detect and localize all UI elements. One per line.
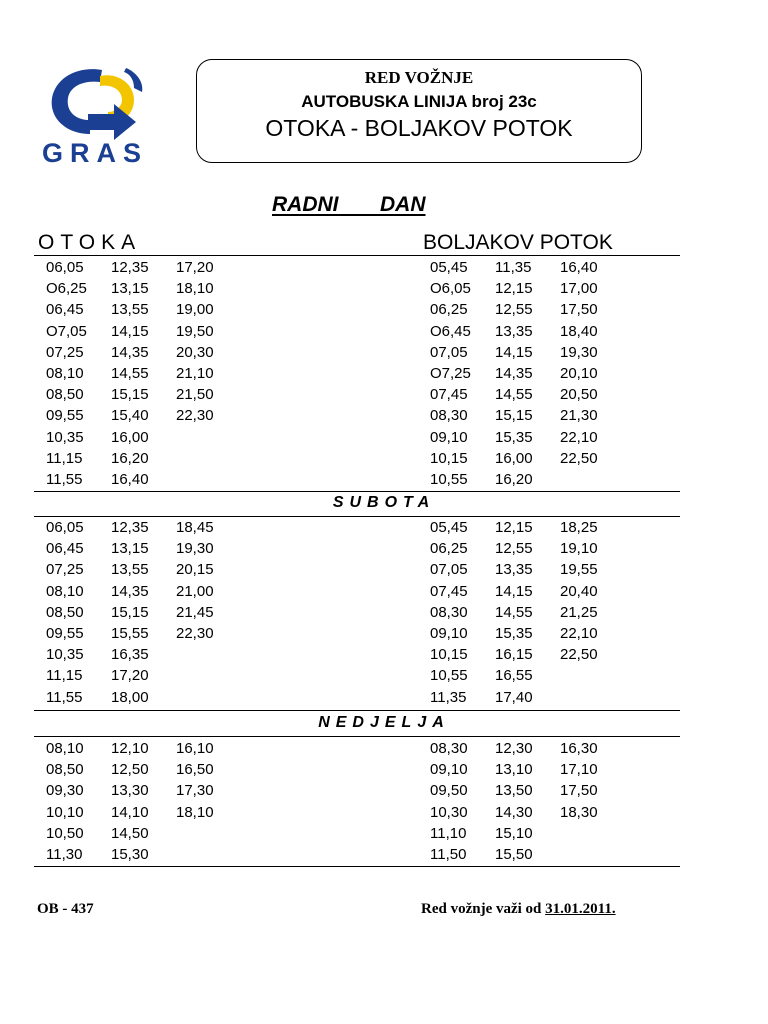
time-row bbox=[46, 278, 241, 299]
departure-time: O6,05 bbox=[430, 280, 471, 298]
departure-time: 16,20 bbox=[495, 470, 533, 488]
departure-time: 18,25 bbox=[560, 519, 598, 536]
departure-time: 13,15 bbox=[111, 280, 149, 298]
departure-time: 15,10 bbox=[495, 824, 533, 842]
departure-time: 19,10 bbox=[560, 540, 598, 558]
departure-time: 15,35 bbox=[495, 428, 533, 446]
departure-time: 16,10 bbox=[176, 740, 214, 757]
departure-time: 06,25 bbox=[430, 540, 468, 558]
departure-time: 07,05 bbox=[430, 343, 468, 361]
departure-time: 19,00 bbox=[176, 301, 214, 319]
departure-time: 15,15 bbox=[495, 407, 533, 425]
departure-time: 07,45 bbox=[430, 582, 468, 600]
departure-time: 14,50 bbox=[111, 824, 149, 842]
departure-time: 16,50 bbox=[176, 761, 214, 779]
departure-time: 13,10 bbox=[495, 761, 533, 779]
title-route: OTOKA - BOLJAKOV POTOK bbox=[265, 115, 573, 141]
departure-time: 06,05 bbox=[46, 519, 84, 536]
time-row bbox=[46, 559, 241, 580]
time-row bbox=[430, 644, 625, 665]
time-row bbox=[430, 321, 625, 342]
departure-time: O7,05 bbox=[46, 322, 87, 340]
time-row bbox=[46, 602, 241, 623]
time-row bbox=[430, 384, 625, 405]
departure-time: 15,55 bbox=[111, 624, 149, 642]
departure-time: 21,10 bbox=[176, 364, 214, 382]
departure-time: 22,50 bbox=[560, 449, 598, 467]
departure-time: 18,10 bbox=[176, 803, 214, 821]
departure-time: 18,40 bbox=[560, 322, 598, 340]
departure-time: 09,55 bbox=[46, 407, 84, 425]
departure-time: 16,30 bbox=[560, 740, 598, 757]
departure-time: 12,35 bbox=[111, 519, 149, 536]
departure-time: 11,55 bbox=[46, 688, 83, 706]
title-red-voznje: RED VOŽNJE bbox=[364, 68, 474, 87]
departure-time: 10,10 bbox=[46, 803, 84, 821]
departure-time: 14,35 bbox=[111, 582, 149, 600]
departure-time: 14,35 bbox=[111, 343, 149, 361]
gras-logo bbox=[30, 62, 160, 168]
departure-time: 09,10 bbox=[430, 428, 468, 446]
divider bbox=[34, 710, 680, 711]
departure-time: 12,55 bbox=[495, 301, 533, 319]
departure-time: 10,15 bbox=[430, 449, 468, 467]
departure-time: 08,50 bbox=[46, 386, 84, 404]
departure-time: 16,15 bbox=[495, 646, 533, 664]
departure-time: 06,45 bbox=[46, 301, 84, 319]
time-row bbox=[46, 384, 241, 405]
departure-time: 20,15 bbox=[176, 561, 214, 579]
departure-time: 08,10 bbox=[46, 582, 84, 600]
time-row bbox=[430, 623, 625, 644]
time-row bbox=[46, 665, 241, 686]
departure-time: 08,50 bbox=[46, 603, 84, 621]
time-row bbox=[430, 427, 625, 448]
departure-time: 08,30 bbox=[430, 603, 468, 621]
departure-time: 12,30 bbox=[495, 740, 533, 757]
departure-time: 13,50 bbox=[495, 782, 533, 800]
departure-time: 11,35 bbox=[430, 688, 467, 706]
departure-time: 20,40 bbox=[560, 582, 598, 600]
departure-time: 06,45 bbox=[46, 540, 84, 558]
timetable-sunday-boljakov bbox=[430, 738, 625, 865]
departure-time: 09,10 bbox=[430, 624, 468, 642]
section-label-nedjelja: NEDJELJA bbox=[318, 714, 450, 731]
timetable-sunday-otoka bbox=[46, 738, 241, 865]
time-row bbox=[46, 802, 241, 823]
logo-text: GRAS bbox=[41, 138, 148, 168]
time-row bbox=[46, 257, 241, 278]
time-row bbox=[46, 427, 241, 448]
departure-time: 12,55 bbox=[495, 540, 533, 558]
departure-time: 18,10 bbox=[176, 280, 214, 298]
time-row bbox=[430, 538, 625, 559]
validity-date: 31.01.2011. bbox=[545, 901, 616, 917]
departure-time: 21,30 bbox=[560, 407, 598, 425]
time-row bbox=[46, 405, 241, 426]
departure-time: 17,20 bbox=[111, 667, 149, 685]
time-row bbox=[46, 448, 241, 469]
time-row bbox=[430, 823, 625, 844]
departure-time: 07,45 bbox=[430, 386, 468, 404]
departure-time: 12,15 bbox=[495, 280, 533, 298]
departure-time: 09,55 bbox=[46, 624, 84, 642]
departure-time: 20,50 bbox=[560, 386, 598, 404]
departure-time: O6,25 bbox=[46, 280, 87, 298]
time-row bbox=[430, 802, 625, 823]
departure-time: 11,30 bbox=[46, 845, 83, 863]
departure-time: 10,35 bbox=[46, 428, 84, 446]
departure-time: 16,35 bbox=[111, 646, 149, 664]
timetable-weekday-otoka bbox=[46, 257, 241, 490]
time-row bbox=[430, 759, 625, 780]
departure-time: 10,35 bbox=[46, 646, 84, 664]
departure-time: 15,15 bbox=[111, 386, 149, 404]
departure-time: 22,10 bbox=[560, 428, 598, 446]
departure-time: 15,15 bbox=[111, 603, 149, 621]
departure-time: 12,15 bbox=[495, 519, 533, 536]
time-row bbox=[430, 844, 625, 865]
time-row bbox=[430, 448, 625, 469]
departure-time: 15,30 bbox=[111, 845, 149, 863]
timetable-saturday-otoka bbox=[46, 517, 241, 708]
departure-time: 11,55 bbox=[46, 470, 83, 488]
departure-time: 13,55 bbox=[111, 561, 149, 579]
departure-time: 17,10 bbox=[560, 761, 598, 779]
departure-time: 10,30 bbox=[430, 803, 468, 821]
departure-time: 21,25 bbox=[560, 603, 598, 621]
departure-time: 11,15 bbox=[46, 449, 83, 467]
time-row bbox=[46, 780, 241, 801]
departure-time: 10,55 bbox=[430, 667, 468, 685]
departure-time: 20,10 bbox=[560, 364, 598, 382]
departure-time: 12,35 bbox=[111, 259, 149, 276]
departure-time: 21,45 bbox=[176, 603, 214, 621]
departure-time: 08,10 bbox=[46, 364, 84, 382]
divider bbox=[34, 736, 680, 737]
departure-time: 14,35 bbox=[495, 364, 533, 382]
timetable-saturday-boljakov bbox=[430, 517, 625, 708]
departure-time: 07,25 bbox=[46, 343, 84, 361]
departure-time: 17,20 bbox=[176, 259, 214, 276]
departure-time: 19,30 bbox=[176, 540, 214, 558]
departure-time: 17,50 bbox=[560, 301, 598, 319]
time-row bbox=[46, 644, 241, 665]
departure-time: 16,40 bbox=[560, 259, 598, 276]
footer-validity bbox=[421, 901, 616, 918]
departure-time: 22,30 bbox=[176, 624, 214, 642]
time-row bbox=[46, 738, 241, 759]
time-row bbox=[430, 517, 625, 538]
time-row bbox=[46, 623, 241, 644]
time-row bbox=[46, 299, 241, 320]
title-line-number: AUTOBUSKA LINIJA broj 23c bbox=[301, 92, 537, 111]
time-row bbox=[430, 559, 625, 580]
direction-right: BOLJAKOV POTOK bbox=[423, 231, 613, 254]
departure-time: 12,50 bbox=[111, 761, 149, 779]
departure-time: 15,40 bbox=[111, 407, 149, 425]
departure-time: 13,35 bbox=[495, 561, 533, 579]
validity-prefix: Red vožnje važi od bbox=[421, 901, 546, 917]
departure-time: 14,55 bbox=[495, 603, 533, 621]
time-row bbox=[430, 581, 625, 602]
departure-time: 18,30 bbox=[560, 803, 598, 821]
departure-time: 21,50 bbox=[176, 386, 214, 404]
title-box bbox=[196, 59, 642, 163]
departure-time: 11,35 bbox=[495, 259, 532, 276]
departure-time: 12,10 bbox=[111, 740, 149, 757]
departure-time: 14,15 bbox=[495, 343, 533, 361]
departure-time: 16,00 bbox=[495, 449, 533, 467]
departure-time: 22,50 bbox=[560, 646, 598, 664]
departure-time: 13,55 bbox=[111, 301, 149, 319]
time-row bbox=[46, 469, 241, 490]
departure-time: 09,10 bbox=[430, 761, 468, 779]
day-title: RADNI DAN bbox=[272, 193, 426, 216]
time-row bbox=[46, 321, 241, 342]
departure-time: 18,00 bbox=[111, 688, 149, 706]
time-row bbox=[46, 759, 241, 780]
departure-time: 05,45 bbox=[430, 519, 468, 536]
departure-time: 19,30 bbox=[560, 343, 598, 361]
departure-time: O7,25 bbox=[430, 364, 471, 382]
departure-time: 11,50 bbox=[430, 845, 467, 863]
time-row bbox=[430, 665, 625, 686]
time-row bbox=[430, 405, 625, 426]
time-row bbox=[46, 517, 241, 538]
departure-time: 10,50 bbox=[46, 824, 84, 842]
departure-time: 16,00 bbox=[111, 428, 149, 446]
departure-time: 08,30 bbox=[430, 740, 468, 757]
departure-time: 22,10 bbox=[560, 624, 598, 642]
departure-time: 07,05 bbox=[430, 561, 468, 579]
departure-time: 10,55 bbox=[430, 470, 468, 488]
departure-time: 19,50 bbox=[176, 322, 214, 340]
departure-time: 10,15 bbox=[430, 646, 468, 664]
time-row bbox=[430, 363, 625, 384]
time-row bbox=[46, 844, 241, 865]
direction-left: OTOKA bbox=[38, 231, 142, 254]
departure-time: 16,20 bbox=[111, 449, 149, 467]
time-row bbox=[46, 581, 241, 602]
departure-time: 15,50 bbox=[495, 845, 533, 863]
gras-logo-icon bbox=[30, 62, 160, 142]
departure-time: 13,35 bbox=[495, 322, 533, 340]
departure-time: 08,50 bbox=[46, 761, 84, 779]
time-row bbox=[430, 687, 625, 708]
time-row bbox=[430, 738, 625, 759]
divider bbox=[34, 491, 680, 492]
divider bbox=[34, 866, 680, 867]
time-row bbox=[46, 823, 241, 844]
departure-time: 15,35 bbox=[495, 624, 533, 642]
departure-time: 13,30 bbox=[111, 782, 149, 800]
departure-time: O6,45 bbox=[430, 322, 471, 340]
time-row bbox=[430, 602, 625, 623]
departure-time: 16,55 bbox=[495, 667, 533, 685]
departure-time: 09,50 bbox=[430, 782, 468, 800]
departure-time: 13,15 bbox=[111, 540, 149, 558]
departure-time: 18,45 bbox=[176, 519, 214, 536]
time-row bbox=[46, 687, 241, 708]
time-row bbox=[430, 278, 625, 299]
timetable-weekday-boljakov bbox=[430, 257, 625, 490]
departure-time: 14,10 bbox=[111, 803, 149, 821]
departure-time: 17,40 bbox=[495, 688, 533, 706]
time-row bbox=[430, 469, 625, 490]
departure-time: 17,30 bbox=[176, 782, 214, 800]
departure-time: 07,25 bbox=[46, 561, 84, 579]
time-row bbox=[430, 342, 625, 363]
departure-time: 06,25 bbox=[430, 301, 468, 319]
departure-time: 17,00 bbox=[560, 280, 598, 298]
departure-time: 14,55 bbox=[495, 386, 533, 404]
time-row bbox=[46, 342, 241, 363]
departure-time: 20,30 bbox=[176, 343, 214, 361]
footer-code: OB - 437 bbox=[37, 901, 94, 917]
time-row bbox=[430, 257, 625, 278]
departure-time: 16,40 bbox=[111, 470, 149, 488]
divider bbox=[34, 255, 680, 256]
departure-time: 08,10 bbox=[46, 740, 84, 757]
section-label-subota: SUBOTA bbox=[332, 494, 436, 511]
time-row bbox=[430, 299, 625, 320]
departure-time: 11,10 bbox=[430, 824, 467, 842]
departure-time: 09,30 bbox=[46, 782, 84, 800]
time-row bbox=[430, 780, 625, 801]
departure-time: 17,50 bbox=[560, 782, 598, 800]
departure-time: 14,55 bbox=[111, 364, 149, 382]
departure-time: 05,45 bbox=[430, 259, 468, 276]
time-row bbox=[46, 363, 241, 384]
departure-time: 11,15 bbox=[46, 667, 83, 685]
departure-time: 19,55 bbox=[560, 561, 598, 579]
departure-time: 14,30 bbox=[495, 803, 533, 821]
departure-time: 21,00 bbox=[176, 582, 214, 600]
departure-time: 14,15 bbox=[495, 582, 533, 600]
time-row bbox=[46, 538, 241, 559]
departure-time: 08,30 bbox=[430, 407, 468, 425]
departure-time: 14,15 bbox=[111, 322, 149, 340]
departure-time: 22,30 bbox=[176, 407, 214, 425]
departure-time: 06,05 bbox=[46, 259, 84, 276]
